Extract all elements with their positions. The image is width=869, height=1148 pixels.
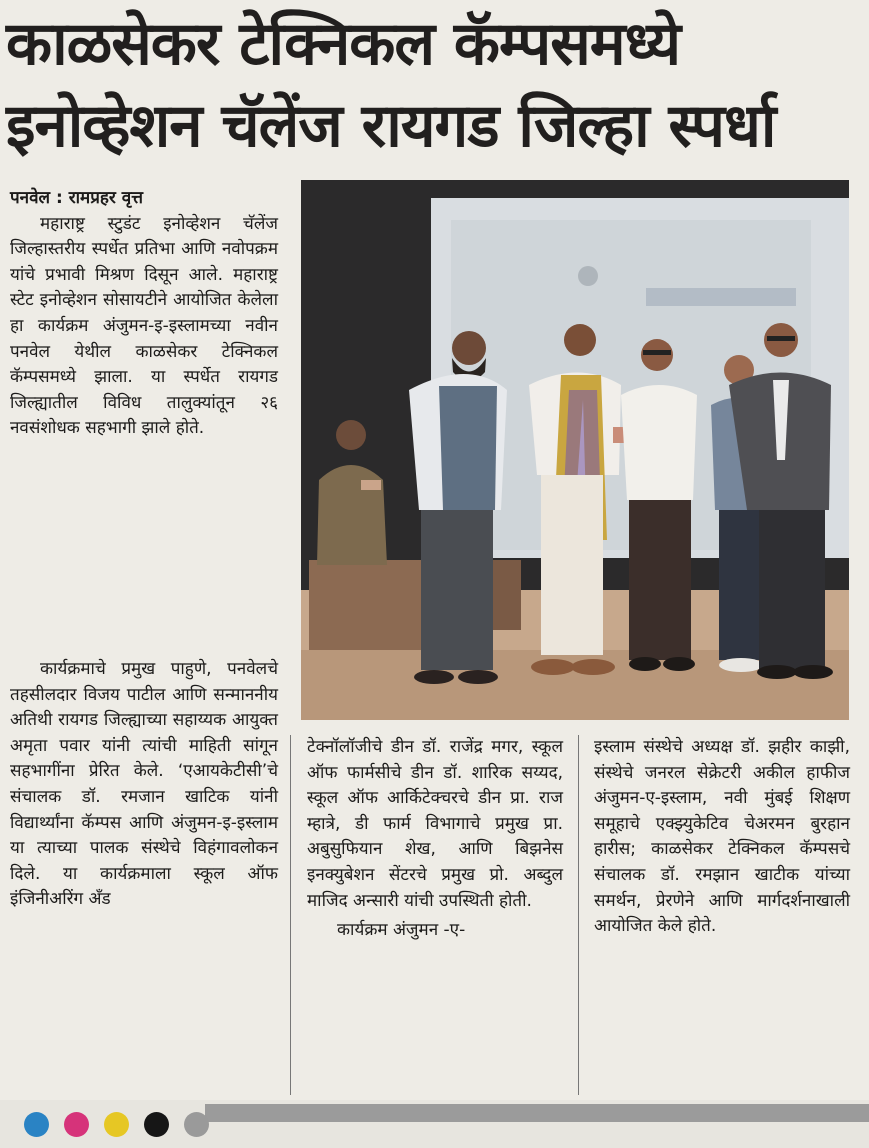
event-photo-image: [301, 180, 849, 720]
yellow-registration-dot: [104, 1112, 129, 1137]
column-rule: [290, 735, 291, 1095]
gray-registration-dot: [184, 1112, 209, 1137]
article-column-1-top: [10, 186, 278, 442]
article-paragraph-1: महाराष्ट्र स्टुडंट इनोव्हेशन चॅलेंज जिल्हास्तरीय स्पर्धेत प्रतिभा आणि नवोपक्रम यांचे प्रभावी मिश्रण दिसून आले. महाराष्ट्र स्टेट इनोव्हेशन सोसायटीने आयोजित केलेला हा कार्यक्रम अंजुमन-इ-इस्लामच्या नवीन पनवेल येथील काळसेकर टेक्निकल कॅम्पसमध्ये झाला. या स्पर्धेत रायगड जिल्ह्यातील विविध तालुक्यांतून २६ नवसंशोधक सहभागी झाले होते.: [10, 213, 278, 439]
article-paragraph-4: कार्यक्रम अंजुमन -ए-: [337, 920, 466, 941]
headline-line-2: इनोव्हेशन चॅलेंज रायगड जिल्हा स्पर्धा: [6, 91, 776, 161]
black-registration-dot: [144, 1112, 169, 1137]
article-paragraph-3: टेक्नॉलॉजीचे डीन डॉ. राजेंद्र मगर, स्कूल ऑफ फार्मसीचे डीन डॉ. शारिक सय्यद, स्कूल ऑफ आर्किटेक्चरचे डीन प्रा. राज म्हात्रे, डी फार्म विभागाचे प्रमुख प्रा. अबुसुफियान शेख, आणि बिझनेस इनक्युबेशन सेंटरचे प्रमुख प्रो. अब्दुल माजिद अन्सारी यांची उपस्थिती होती.: [307, 737, 563, 911]
magenta-registration-dot: [64, 1112, 89, 1137]
article-paragraph-5: इस्लाम संस्थेचे अध्यक्ष डॉ. झहीर काझी, संस्थेचे जनरल सेक्रेटरी अकील हाफीज अंजुमन-ए-इस्लाम, नवी मुंबई शिक्षण समूहाचे एक्झ्युकेटिव चेअरमन बुरहान हारीस; काळसेकर टेक्निकल कॅम्पसचे संचालक डॉ. रमझान खाटीक यांच्या समर्थन, प्रेरणेने आणि मार्गदर्शनाखाली आयोजित केले होते.: [594, 737, 850, 937]
headline-line-1: काळसेकर टेक्निकल कॅम्पसमध्ये: [6, 9, 680, 79]
column-rule: [578, 735, 579, 1095]
article-column-2: [307, 735, 563, 944]
article-column-1-bottom: [10, 657, 278, 913]
article-column-3: [594, 735, 850, 940]
event-photo: [301, 180, 849, 720]
cyan-registration-dot: [24, 1112, 49, 1137]
article-paragraph-2: कार्यक्रमाचे प्रमुख पाहुणे, पनवेलचे तहसीलदार विजय पाटील आणि सन्माननीय अतिथी रायगड जिल्ह्याच्या सहाय्यक आयुक्त अमृता पवार यांनी त्यांची माहिती सांगून सहभागींना प्रेरित केले. ‘एआयकेटीसी’चे संचालक डॉ. रमजान खाटिक यांनी विद्यार्थ्यांना कॅम्पस आणि अंजुमन-इ-इस्लाम या त्याच्या पालक संस्थेचे विहंगावलोकन दिले. या कार्यक्रमाला स्कूल ऑफ इंजिनीअरिंग अँड: [10, 659, 278, 910]
dateline: पनवेल : रामप्रहर वृत्त: [10, 188, 143, 208]
printer-strip: [205, 1104, 869, 1122]
